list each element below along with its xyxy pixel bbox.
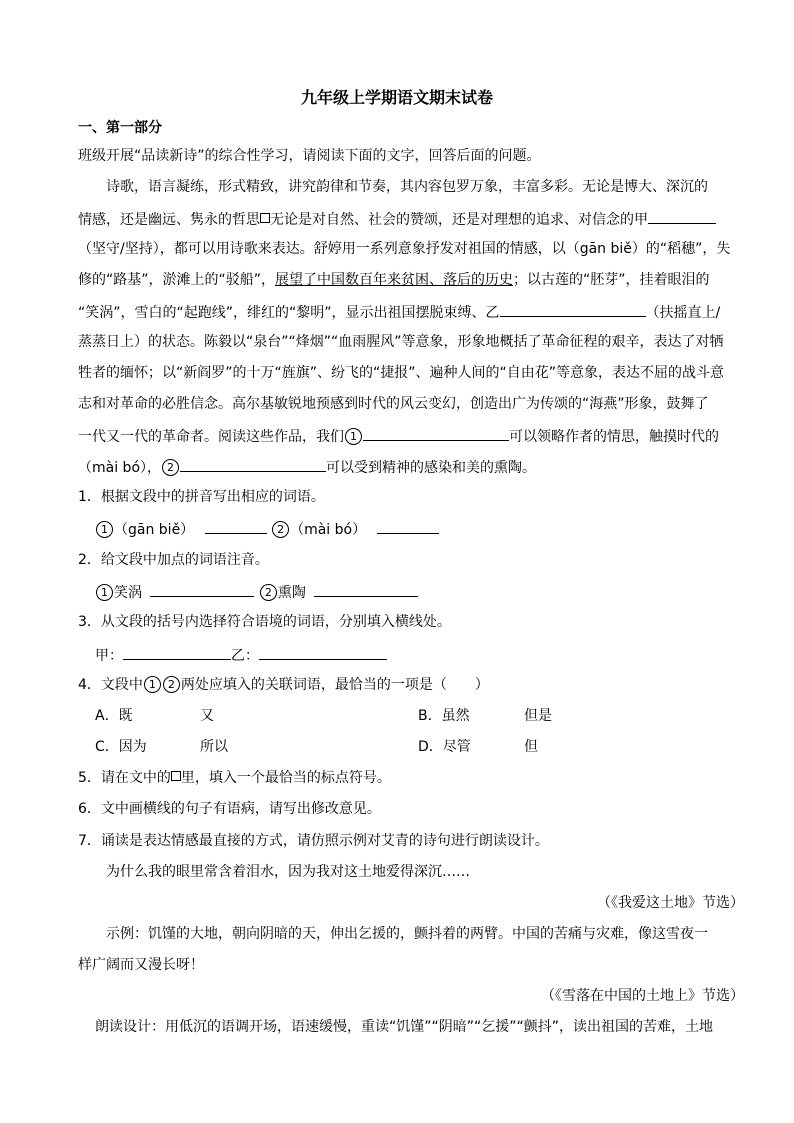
pinyin-a: （gān biě） (114, 522, 195, 538)
circle-number-1: 1 (144, 676, 161, 693)
question-1-stem: 1．根据文段中的拼音写出相应的词语。 (78, 489, 325, 505)
circle-number-1: 1 (96, 584, 113, 601)
passage-line-7: 牲者的缅怀；以“新阎罗”的十万“旌旗”、纷飞的“捷报”、遍种人间的“自由花”等意象，表达不屈的战斗意 (78, 365, 725, 381)
passage-text: 一代又一代的革命者。阅读这些作品，我们 (78, 429, 344, 445)
stem-text: 两处应填入的关联词语，最恰当的一项是（ ） (180, 677, 489, 693)
underlined-sentence: 展望了中国数百年来贫困、落后的历史 (275, 272, 514, 288)
passage-line-9 (78, 426, 719, 446)
passage-text: （mài bó）， (78, 460, 162, 476)
stem-text: 4．文段中 (78, 677, 143, 693)
page-title: 九年级上学期语文期末试卷 (300, 88, 493, 107)
punctuation-box (171, 771, 181, 781)
option-a[interactable]: A．既 (95, 708, 133, 724)
question-4-stem (78, 676, 489, 694)
blank-yi[interactable] (500, 302, 646, 317)
answer-blank-2a[interactable] (150, 582, 254, 597)
option-c[interactable]: C．因为 (95, 739, 147, 755)
question-2-stem: 2．给文段中加点的词语注音。 (78, 552, 269, 568)
question-2-answers (95, 582, 418, 602)
reading-design: 朗读设计：用低沉的语调开场，语速缓慢，重读“饥馑”“阴暗”“乞援”“颤抖”，读出祖国的苦难，土地 (95, 1019, 714, 1035)
blank-2[interactable] (180, 457, 326, 472)
circle-number-2: 2 (162, 459, 179, 476)
circle-number-2: 2 (272, 521, 289, 538)
word-a: 笑涡 (114, 585, 142, 601)
answer-blank-yi[interactable] (259, 645, 387, 660)
passage-line-3: （坚守/坚持），都可以用诗歌来表达。舒婷用一系列意象抒发对祖国的情感，以（gān biě）的“稻穗”，失 (78, 241, 731, 257)
passage-line-8: 志和对革命的必胜信念。高尔基敏锐地预感到时代的风云变幻，创造出广为传颂的“海燕”形象，鼓舞了 (78, 396, 709, 412)
example-line-2: 样广阔而又漫长呀！ (78, 957, 204, 973)
answer-blank-1a[interactable] (205, 519, 267, 534)
passage-line-4 (78, 271, 710, 289)
option-c-word: 所以 (200, 739, 228, 755)
word-b: 熏陶 (277, 585, 306, 601)
pinyin-b: （mài bó） (290, 522, 367, 538)
example-line-1: 示例：饥馑的大地，朝向阴暗的天，伸出乞援的，颤抖着的两臂。中国的苦痛与灾难，像这雪夜一 (106, 926, 708, 942)
passage-text: “笑涡”，雪白的“起跑线”，绯红的“黎明”，显示出祖国摆脱束缚、乙 (78, 305, 500, 321)
blank-1[interactable] (363, 426, 509, 441)
question-6-stem: 6．文中画横线的句子有语病，请写出修改意见。 (78, 801, 381, 817)
passage-text: 无论是对自然、社会的赞颂，还是对理想的追求、对信念的甲 (270, 212, 648, 228)
poem-line: 为什么我的眼里常含着泪水，因为我对这土地爱得深沉…… (106, 864, 470, 880)
label-yi: 乙： (231, 648, 259, 664)
question-7-stem: 7．诵读是表达情感最直接的方式，请仿照示例对艾青的诗句进行朗读设计。 (78, 833, 549, 849)
question-1-answers (95, 519, 439, 539)
intro-text: 班级开展“品读新诗”的综合性学习，请阅读下面的文字，回答后面的问题。 (78, 148, 541, 164)
label-jia: 甲： (95, 648, 123, 664)
passage-text: （扶摇直上/ (645, 305, 721, 321)
stem-text: 5．请在文中的 (78, 770, 171, 786)
section-heading: 一、第一部分 (78, 120, 162, 136)
blank-jia[interactable] (648, 209, 716, 224)
answer-blank-jia[interactable] (123, 645, 231, 660)
option-d-word: 但 (524, 739, 538, 755)
stem-text: 里，填入一个最恰当的标点符号。 (180, 770, 391, 786)
option-a-word: 又 (200, 708, 214, 724)
poem-source-1: （《我爱这土地》节选） (597, 895, 744, 911)
question-3-stem: 3．从文段的括号内选择符合语境的词语，分别填入横线处。 (78, 614, 451, 630)
passage-text: 情感，还是幽远、隽永的哲思 (78, 212, 260, 228)
passage-text: 可以领略作者的情思，触摸时代的 (509, 429, 719, 445)
circle-number-1: 1 (96, 521, 113, 538)
circle-number-2: 2 (163, 676, 180, 693)
question-5-stem (78, 769, 391, 787)
option-d[interactable]: D．尽管 (418, 739, 471, 755)
passage-line-10 (78, 457, 536, 477)
answer-blank-2b[interactable] (314, 582, 418, 597)
passage-line-2 (78, 209, 716, 229)
passage-line-5 (78, 302, 720, 322)
punctuation-box[interactable] (260, 213, 270, 223)
passage-text: 可以受到精神的感染和美的熏陶。 (326, 460, 537, 476)
passage-text: 修的“路基”，淤滩上的“驳船”， (78, 272, 276, 288)
poem-source-2: （《雪落在中国的土地上》节选） (541, 988, 744, 1004)
circle-number-2: 2 (260, 584, 277, 601)
question-3-answers (95, 645, 387, 665)
passage-line-6: 蒸蒸日上）的状态。陈毅以“泉台”“烽烟”“血雨腥风”等意象，形象地概括了革命征程的艰辛，表达了对牺 (78, 334, 724, 350)
circle-number-1: 1 (345, 428, 362, 445)
passage-line-1: 诗歌，语言凝练，形式精致，讲究韵律和节奏，其内容包罗万象，丰富多彩。无论是博大、深沉的 (106, 179, 708, 195)
answer-blank-1b[interactable] (377, 519, 439, 534)
option-b-word: 但是 (524, 708, 552, 724)
passage-text: ；以古莲的“胚芽”，挂着眼泪的 (513, 272, 710, 288)
option-b[interactable]: B．虽然 (418, 708, 470, 724)
